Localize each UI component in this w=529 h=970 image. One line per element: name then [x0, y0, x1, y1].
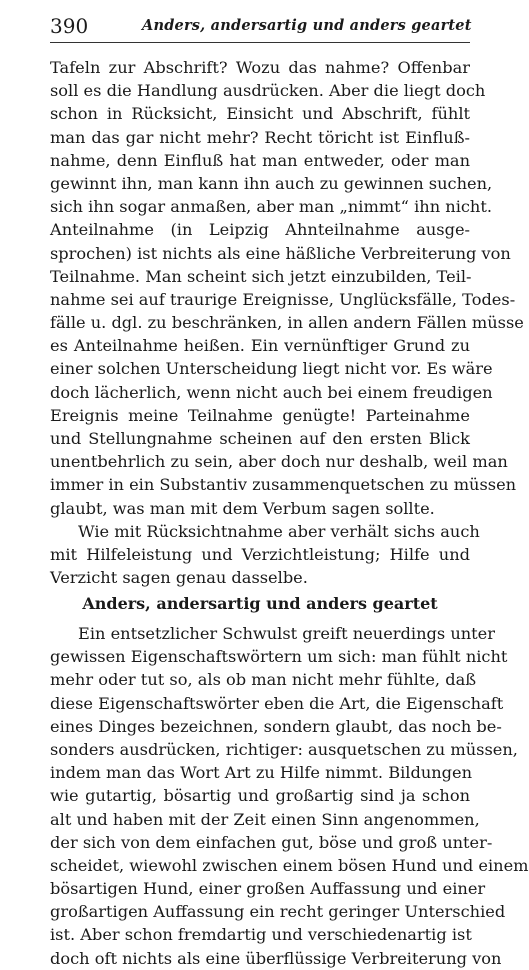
- text-line: Wie mit Rücksichtnahme aber verhält sichs auch: [78, 522, 480, 541]
- text-line: fälle u. dgl. zu beschränken, in allen andern Fällen müsse: [50, 313, 524, 333]
- section-paragraph: [50, 622, 529, 970]
- text-line: eines Dinges bezeichnen, sondern glaubt, das noch be-: [50, 716, 502, 736]
- text-line: und Stellungnahme scheinen auf den ersten Blick: [50, 429, 470, 448]
- text-line: indem man das Wort Art zu Hilfe nimmt. Bildungen: [50, 763, 473, 783]
- text-line: der sich von dem einfachen gut, böse und groß unter-: [50, 832, 493, 852]
- paragraph-1: [50, 56, 524, 520]
- text-line: wie gutartig, bösartig und großartig sind ja schon: [50, 786, 470, 806]
- text-line: schon in Rücksicht, Einsicht und Abschrift, fühlt: [50, 104, 470, 124]
- text-line: Ereignis meine Teilnahme genügte! Parteinahme: [50, 405, 470, 425]
- running-title: Anders, andersartig und anders geartet: [142, 17, 472, 34]
- text-line: mehr oder tut so, als ob man nicht mehr fühlte, daß: [50, 670, 477, 690]
- text-line: Verzicht sagen genau dasselbe.: [50, 568, 308, 588]
- text-line: großartigen Auffassung ein recht geringer Unterschied: [50, 902, 506, 922]
- text-line: sich ihn sogar anmaßen, aber man „nimmt“ ihn nicht.: [50, 197, 493, 217]
- text-line: doch oft nichts als eine überflüssige Verbreiterung von: [50, 948, 502, 968]
- text-line: bösartigen Hund, einer großen Auffassung und einer: [50, 879, 486, 899]
- text-line: ist. Aber schon fremdartig und verschiedenartig ist: [50, 925, 472, 945]
- text-line: gewinnt ihn, man kann ihn auch zu gewinnen suchen,: [50, 173, 493, 193]
- text-line: scheidet, wiewohl zwischen einem bösen Hund und einem: [50, 855, 529, 875]
- text-line: doch lächerlich, wenn nicht auch bei einem freudigen: [50, 382, 493, 402]
- text-line: es Anteilnahme heißen. Ein vernünftiger Grund zu: [50, 336, 470, 356]
- header-rule: [50, 42, 470, 43]
- section-heading: Anders, andersartig und anders geartet: [82, 594, 438, 613]
- paragraph-2: [50, 520, 480, 590]
- text-line: gewissen Eigenschaftswörtern um sich: man fühlt nicht: [50, 647, 508, 667]
- text-line: sprochen) ist nichts als eine häßliche Verbreiterung von: [50, 243, 511, 263]
- text-line: Teilnahme. Man scheint sich jetzt einzubilden, Teil-: [50, 266, 472, 286]
- page-number: 390: [50, 14, 89, 38]
- text-line: Tafeln zur Abschrift? Wozu das nahme? Offenbar: [50, 58, 470, 77]
- running-header: [50, 12, 470, 40]
- text-line: Ein entsetzlicher Schwulst greift neuerdings unter: [78, 624, 496, 643]
- text-line: diese Eigenschaftswörter eben die Art, die Eigenschaft: [50, 693, 504, 713]
- text-line: einer solchen Unterscheidung liegt nicht vor. Es wäre: [50, 359, 493, 379]
- text-line: sonders ausdrücken, richtiger: ausquetschen zu müssen,: [50, 739, 518, 759]
- text-line: unentbehrlich zu sein, aber doch nur deshalb, weil man: [50, 452, 508, 472]
- text-line: nahme, denn Einfluß hat man entweder, oder man: [50, 150, 470, 170]
- text-line: glaubt, was man mit dem Verbum sagen sollte.: [50, 498, 435, 518]
- text-line: immer in ein Substantiv zusammenquetschen zu müssen: [50, 475, 517, 495]
- text-line: mit Hilfeleistung und Verzichtleistung; Hilfe und: [50, 545, 470, 565]
- text-line: Anteilnahme (in Leipzig Ahnteilnahme ausge-: [50, 220, 470, 240]
- text-line: soll es die Handlung ausdrücken. Aber die liegt doch: [50, 81, 486, 101]
- text-line: alt und haben mit der Zeit einen Sinn angenommen,: [50, 809, 480, 829]
- text-line: man das gar nicht mehr? Recht töricht ist Einfluß-: [50, 127, 470, 147]
- text-line: nahme sei auf traurige Ereignisse, Unglücksfälle, Todes-: [50, 289, 516, 309]
